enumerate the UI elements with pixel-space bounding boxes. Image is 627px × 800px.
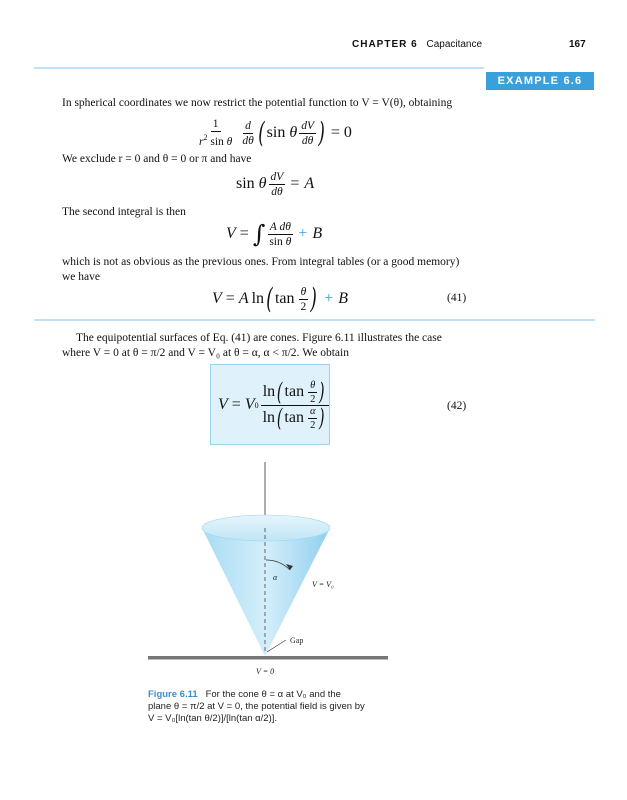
example-badge: EXAMPLE 6.6 — [486, 72, 594, 90]
figure-cone-diagram — [140, 460, 400, 685]
figure-label: Figure 6.11 — [148, 689, 198, 700]
running-header — [352, 39, 482, 50]
paragraph-4a: which is not as obvious as the previous ones. From integral tables (or a good memory) — [62, 256, 460, 268]
example-end-rule — [34, 319, 595, 321]
gap-label: Gap — [290, 636, 304, 645]
equation-41: V = A ln ( tan $\frac{\theta}{2}$ ) + B — [212, 282, 349, 315]
equation-laplace-theta: $\frac{1}{r^2 \sin \theta}$ $\frac{d}{d\theta}$ ( sin θ $\frac{dV}{d\theta}$ ) = 0 — [199, 116, 352, 149]
paragraph-5a: The equipotential surfaces of Eq. (41) are cones. Figure 6.11 illustrates the case — [76, 332, 442, 344]
equation-first-integral: sin θ $\frac{dV}{d\theta}$ = A — [236, 170, 315, 198]
v-zero-label: V = 0 — [256, 667, 275, 676]
paragraph-1: In spherical coordinates we now restrict the potential function to V = V(θ), obtaining — [62, 97, 453, 109]
cone-rim — [202, 515, 330, 541]
page-number: 167 — [569, 39, 586, 50]
ground-plane — [148, 656, 388, 659]
alpha-label: α — [273, 573, 278, 582]
paragraph-3: The second integral is then — [62, 206, 186, 218]
equation-42: V = V 0 ln ( tan $\frac{\theta}{2}$ ) ln ( tan $\frac{\alpha}{2}$ ) — [218, 370, 329, 440]
figure-caption — [148, 689, 418, 725]
paragraph-4b: we have — [62, 271, 100, 283]
v0-label: V = V₀ — [312, 580, 334, 589]
equation-41-number: (41) — [447, 292, 467, 304]
paragraph-5b: where V = 0 at θ = π/2 and V = V₀ at θ = α, α < π/2. We obtain — [62, 347, 349, 359]
paragraph-2: We exclude r = 0 and θ = 0 or π and have — [62, 153, 252, 165]
cone-surface — [202, 528, 330, 656]
equation-42-number: (42) — [447, 400, 467, 412]
equation-second-integral: V = ∫ $\frac{\text{A dθ}}{\text{sin θ}}$ + B — [226, 220, 323, 248]
caption-line-3: V = V₀[ln(tan θ/2)]/[ln(tan α/2)]. — [148, 713, 278, 724]
chapter-title: Capacitance — [426, 39, 483, 50]
caption-line-2: plane θ = π/2 at V = 0, the potential field is given by — [148, 701, 365, 712]
caption-line-1: For the cone θ = α at V₀ and the — [205, 689, 341, 700]
example-band — [0, 67, 627, 69]
chapter-label: CHAPTER 6 — [352, 39, 418, 50]
